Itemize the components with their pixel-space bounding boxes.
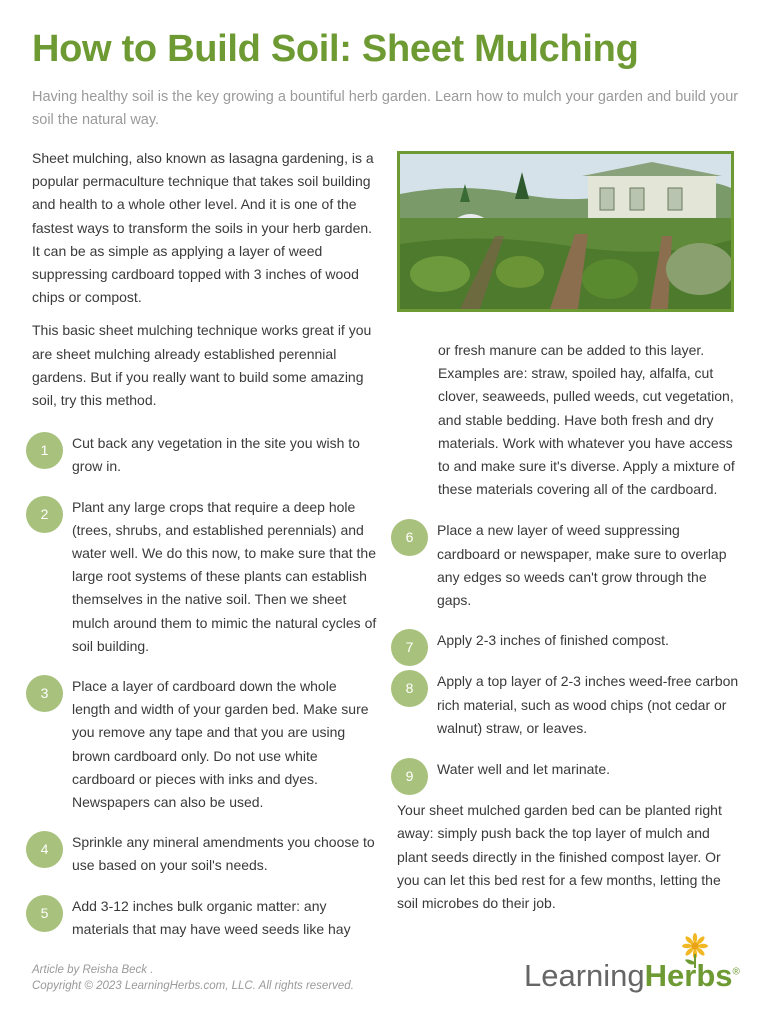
learningherbs-logo — [520, 930, 750, 1000]
step-5-continued: or fresh manure can be added to this layer. Examples are: straw, spoiled hay, alfalfa, cut clover, seaweeds, pulled weeds, cut vegetation, and stable bedding. Have both fresh and dry materials. Work with whatever you have access to and make sure it's diverse. Apply a mixture of these materials covering all of the cardboard. — [438, 342, 735, 498]
right-column — [397, 151, 742, 925]
intro-paragraph-1: Sheet mulching, also known as lasagna gardening, is a popular permaculture technique that takes soil building and health to a whole other level. And it is one of the fastest ways to transform the soils in your herb garden. It can be as simple as applying a layer of weed suppressing cardboard topped with 3 inches of wood chips or compost. — [32, 150, 374, 306]
step-number: 7 — [391, 629, 428, 666]
step-number: 5 — [26, 895, 63, 932]
logo-word-herbs: Herbs — [644, 958, 733, 993]
step-text: Apply 2-3 inches of finished compost. — [437, 632, 669, 649]
step-number: 3 — [26, 675, 63, 712]
step-1 — [32, 432, 377, 478]
footer — [32, 962, 354, 994]
step-number: 1 — [26, 432, 63, 469]
step-text: Sprinkle any mineral amendments you choose to use based on your soil's needs. — [72, 834, 375, 874]
garden-photo-image — [400, 154, 731, 309]
step-9 — [397, 758, 742, 785]
garden-photo — [397, 151, 734, 312]
step-text: Plant any large crops that require a deep hole (trees, shrubs, and established perennials) and water well. We do this now, to make sure that the large root systems of these plants can establish themselves in the native soil. Then we sheet mulch around them to mimic the natural cycles of soil building. — [72, 498, 377, 654]
step-text: Place a new layer of weed suppressing cardboard or newspaper, make sure to overlap any edges so weeds can't grow through the gaps. — [437, 522, 727, 609]
closing-paragraph: Your sheet mulched garden bed can be planted right away: simply push back the top layer of mulch and plant seeds directly in the finished compost layer. Or you can let this bed rest for a few months, letting the soil microbes do their job. — [397, 802, 722, 912]
step-8 — [397, 670, 742, 740]
step-7 — [397, 629, 742, 656]
step-5 — [32, 895, 377, 941]
step-4 — [32, 831, 377, 877]
page-subtitle: Having healthy soil is the key growing a bountiful herb garden. Learn how to mulch your garden and build your soil the natural way. — [32, 89, 739, 128]
step-text: Add 3-12 inches bulk organic matter: any materials that may have weed seeds like hay — [72, 897, 351, 937]
step-number: 8 — [391, 670, 428, 707]
logo-word-learning: Learning — [524, 958, 645, 993]
step-number: 4 — [26, 831, 63, 868]
step-2 — [32, 496, 377, 658]
step-3 — [32, 675, 377, 814]
step-number: 2 — [26, 496, 63, 533]
step-text: Apply a top layer of 2-3 inches weed-free carbon rich material, such as wood chips (not cedar or walnut) straw, or leaves. — [437, 673, 739, 736]
step-text: Place a layer of cardboard down the whole length and width of your garden bed. Make sure you remove any tape and that you are using brown cardboard only. Do not use white cardboard or pieces with inks and dyes. Newspapers can also be used. — [72, 678, 369, 811]
step-text: Cut back any vegetation in the site you wish to grow in. — [72, 435, 360, 475]
logo-wordmark — [524, 958, 740, 994]
left-column — [32, 147, 377, 941]
page-title: How to Build Soil: Sheet Mulching — [32, 28, 639, 70]
step-number: 9 — [391, 758, 428, 795]
author-credit: Article by Reisha Beck . — [32, 964, 154, 976]
step-6 — [397, 519, 742, 612]
step-number: 6 — [391, 519, 428, 556]
intro-paragraph-2: This basic sheet mulching technique works great if you are sheet mulching already established perennial gardens. But if you really want to build some amazing soil, try this method. — [32, 322, 372, 409]
registered-mark: ® — [732, 966, 740, 978]
copyright-notice: Copyright © 2023 LearningHerbs.com, LLC. All rights reserved. — [32, 980, 354, 992]
step-text: Water well and let marinate. — [437, 761, 610, 778]
